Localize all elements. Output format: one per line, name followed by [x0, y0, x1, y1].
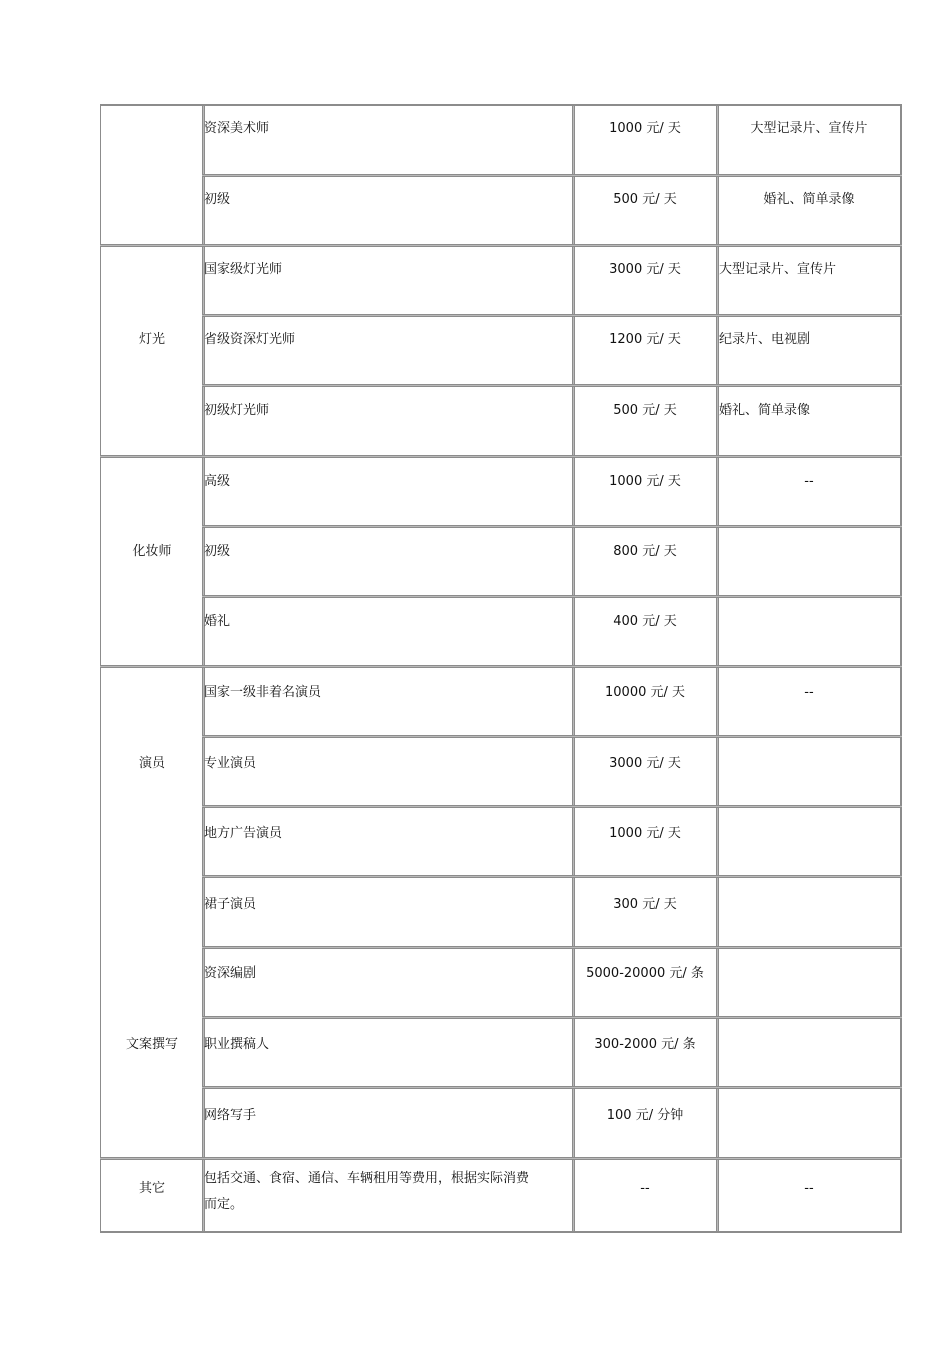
table-border-bottom: [100, 1231, 902, 1233]
price-cell: 100 元/ 分钟: [606, 1108, 684, 1123]
row-divider: [202, 946, 902, 949]
table-border-right: [900, 104, 902, 1233]
price-cell: 1000 元/ 天: [609, 121, 681, 136]
role-cell: 包括交通、食宿、通信、车辆租用等费用，根据实际消费而定。: [204, 1171, 530, 1212]
row-divider: [202, 314, 902, 317]
usage-cell: --: [804, 685, 814, 700]
usage-cell: --: [804, 1181, 814, 1196]
price-cell: 1000 元/ 天: [609, 474, 681, 489]
price-cell: 400 元/ 天: [613, 614, 677, 629]
role-cell: 高级: [204, 474, 231, 489]
category-lighting: 灯光: [138, 332, 165, 347]
usage-cell: 大型记录片、宣传片: [750, 121, 868, 136]
role-cell: 初级: [204, 544, 231, 559]
price-cell: 5000-20000 元/ 条: [586, 966, 704, 981]
role-cell: 初级: [204, 192, 231, 207]
role-cell: 网络写手: [204, 1108, 257, 1123]
price-cell: 500 元/ 天: [613, 403, 677, 418]
row-divider: [202, 805, 902, 808]
category-copywriting: 文案撰写: [125, 1037, 178, 1052]
category-other: 其它: [138, 1181, 165, 1196]
usage-cell: 纪录片、电视剧: [719, 332, 811, 347]
role-cell: 国家一级非着名演员: [204, 685, 322, 700]
group-divider: [100, 455, 902, 458]
role-cell: 省级资深灯光师: [204, 332, 296, 347]
price-cell: 800 元/ 天: [613, 544, 677, 559]
role-cell: 地方广告演员: [204, 826, 283, 841]
role-cell: 专业演员: [204, 756, 257, 771]
group-divider: [100, 1157, 902, 1160]
usage-cell: 大型记录片、宣传片: [719, 262, 837, 277]
price-cell: 1000 元/ 天: [609, 826, 681, 841]
role-cell: 职业撰稿人: [204, 1037, 270, 1052]
row-divider: [202, 384, 902, 387]
price-cell: 300 元/ 天: [613, 897, 677, 912]
price-cell: --: [640, 1181, 650, 1196]
role-cell: 婚礼: [204, 614, 231, 629]
category-makeup: 化妆师: [132, 544, 172, 559]
table-border-top: [100, 104, 902, 106]
role-cell: 裙子演员: [204, 897, 257, 912]
usage-cell: 婚礼、简单录像: [763, 192, 855, 207]
row-divider: [202, 735, 902, 738]
row-divider: [202, 174, 902, 177]
price-cell: 500 元/ 天: [613, 192, 677, 207]
table-border-left: [100, 104, 101, 1233]
price-cell: 3000 元/ 天: [609, 756, 681, 771]
role-cell: 国家级灯光师: [204, 262, 283, 277]
price-cell: 300-2000 元/ 条: [594, 1037, 696, 1052]
price-cell: 1200 元/ 天: [609, 332, 681, 347]
group-divider: [100, 665, 902, 668]
row-divider: [202, 1086, 902, 1089]
row-divider: [202, 875, 902, 878]
category-actors: 演员: [138, 756, 165, 771]
role-cell: 资深编剧: [204, 966, 257, 981]
usage-cell: 婚礼、简单录像: [719, 403, 811, 418]
usage-cell: --: [804, 474, 814, 489]
row-divider: [202, 1016, 902, 1019]
group-divider: [100, 244, 902, 247]
price-cell: 10000 元/ 天: [605, 685, 685, 700]
price-cell: 3000 元/ 天: [609, 262, 681, 277]
row-divider: [202, 595, 902, 598]
row-divider: [202, 525, 902, 528]
role-cell: 初级灯光师: [204, 403, 270, 418]
role-cell: 资深美术师: [204, 121, 270, 136]
